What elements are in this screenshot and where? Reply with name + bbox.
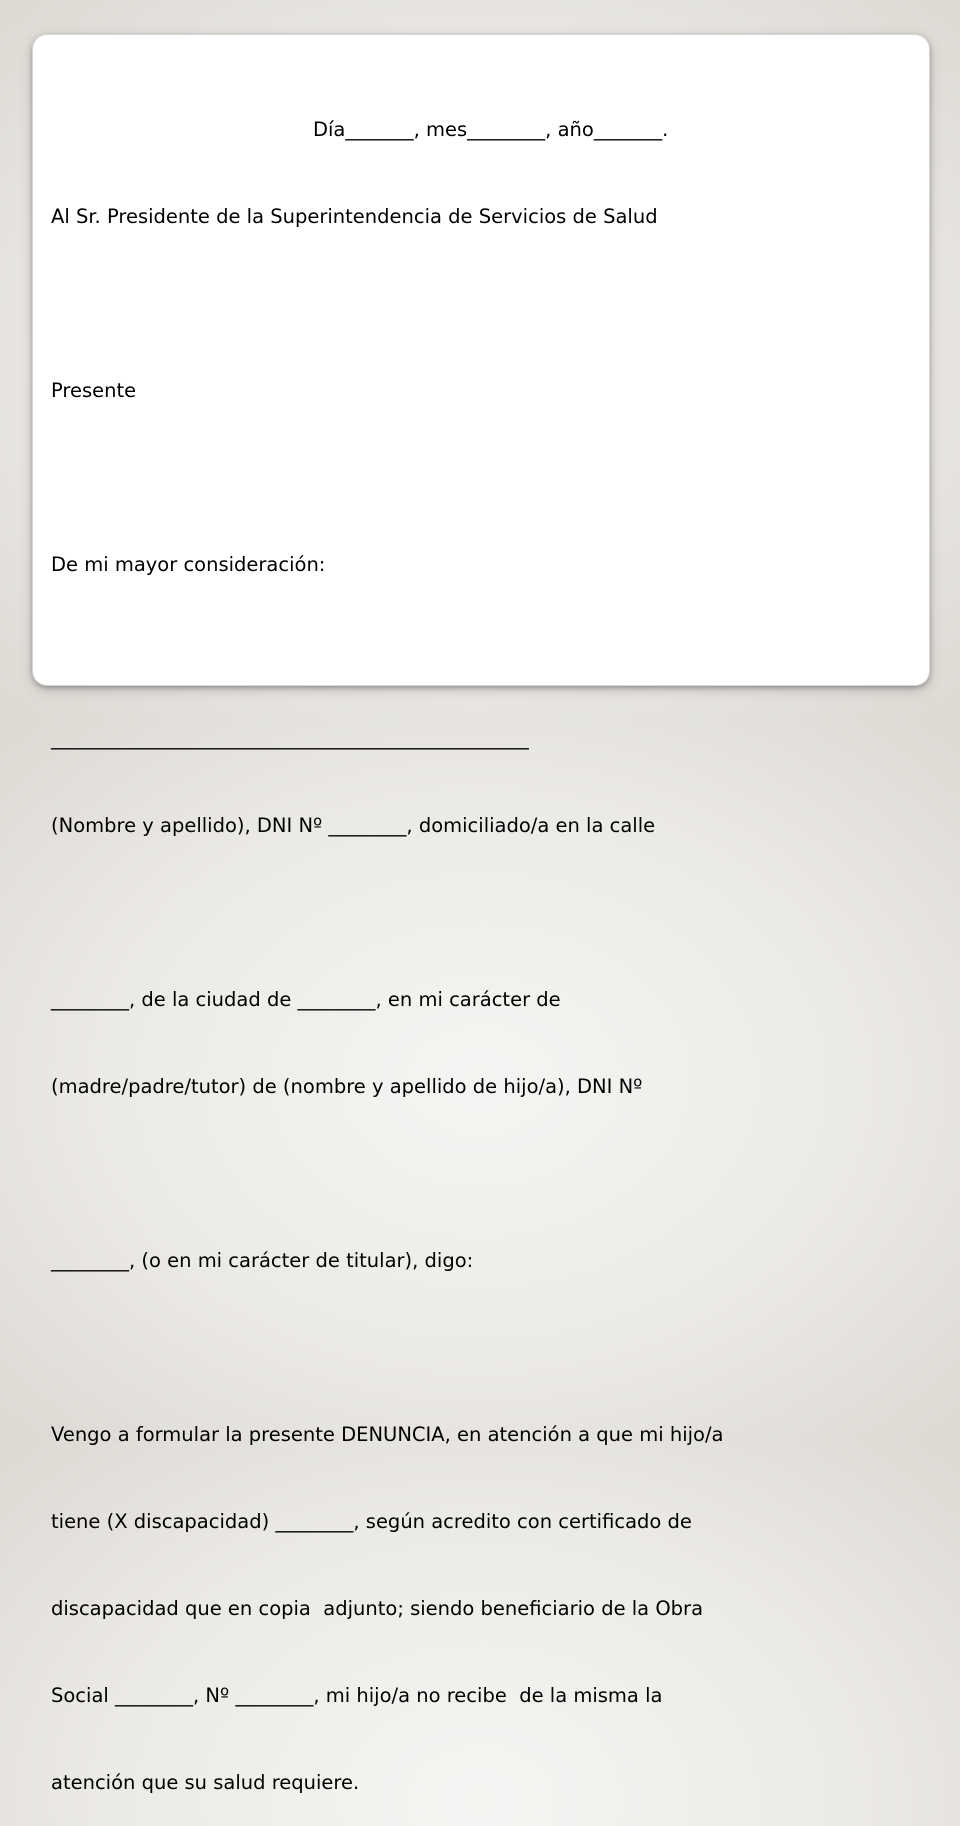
name-dni-line: (Nombre y apellido), DNI Nº ________, domiciliado/a en la calle <box>51 814 656 837</box>
greeting-line: De mi mayor consideración: <box>51 553 326 576</box>
spacer <box>51 463 911 492</box>
date-line: Día_______, mes________, año_______. <box>313 118 669 141</box>
denuncia-line-3: discapacidad que en copia adjunto; siendo beneficiario de la Obra <box>51 1597 704 1620</box>
spacer <box>51 1333 911 1362</box>
presente-line: Presente <box>51 379 137 402</box>
name-blank-line: _________________________________________________ <box>51 727 529 750</box>
spacer <box>51 637 911 666</box>
guardian-line: (madre/padre/tutor) de (nombre y apellido de hijo/a), DNI Nº <box>51 1075 643 1098</box>
denuncia-line-2: tiene (X discapacidad) ________, según acredito con certificado de <box>51 1510 692 1533</box>
titular-line: ________, (o en mi carácter de titular), digo: <box>51 1249 474 1272</box>
spacer <box>51 289 911 318</box>
denuncia-line-1: Vengo a formular la presente DENUNCIA, en atención a que mi hijo/a <box>51 1423 724 1446</box>
addressee-line: Al Sr. Presidente de la Superintendencia de Servicios de Salud <box>51 205 658 228</box>
spacer <box>51 898 911 927</box>
denuncia-line-4: Social ________, Nº ________, mi hijo/a no recibe de la misma la <box>51 1684 663 1707</box>
denuncia-line-5: atención que su salud requiere. <box>51 1771 360 1794</box>
city-line: ________, de la ciudad de ________, en mi carácter de <box>51 988 561 1011</box>
spacer <box>51 1159 911 1188</box>
letter-body <box>51 57 911 1826</box>
